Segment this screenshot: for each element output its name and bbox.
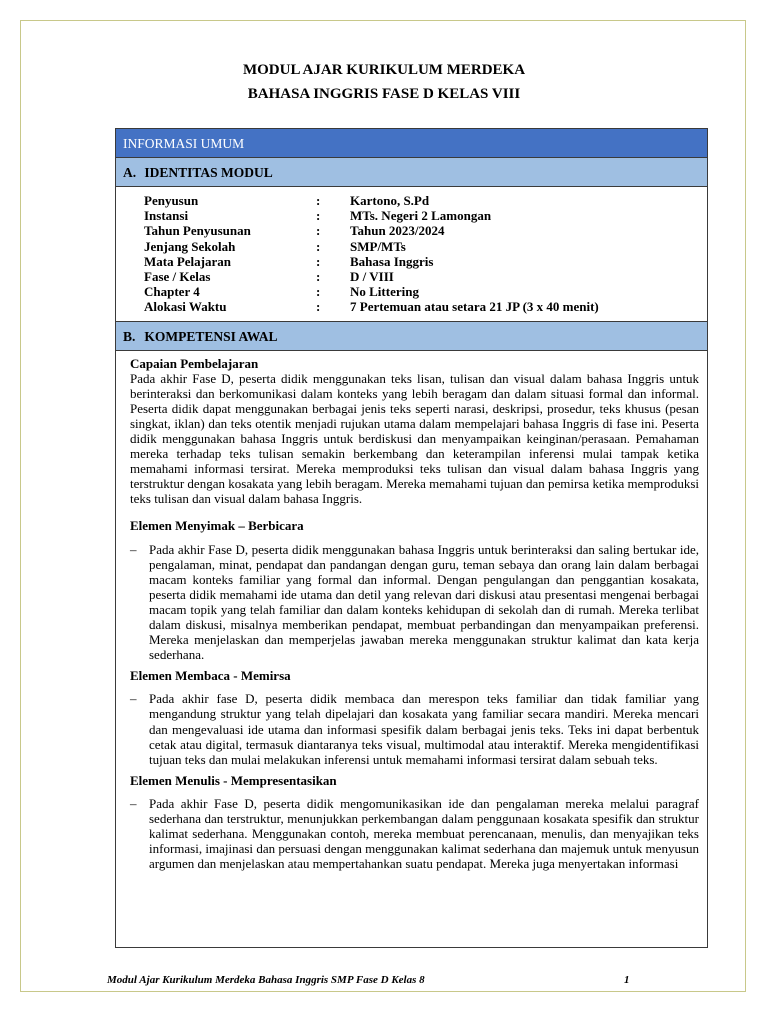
colon: : <box>316 253 321 269</box>
identitas-value: SMP/MTs <box>350 238 406 254</box>
identitas-key: Alokasi Waktu <box>144 299 227 315</box>
identitas-value: MTs. Negeri 2 Lamongan <box>350 208 492 224</box>
kompetensi-content <box>116 351 707 872</box>
identitas-row <box>144 269 707 284</box>
elemen-item <box>130 542 699 663</box>
colon: : <box>316 268 321 284</box>
colon: : <box>316 284 321 300</box>
colon: : <box>316 208 321 224</box>
identitas-key: Tahun Penyusunan <box>144 223 251 239</box>
dash-bullet: – <box>130 691 137 707</box>
identitas-key: Fase / Kelas <box>144 268 211 284</box>
elemen-item <box>130 691 699 766</box>
colon: : <box>316 193 321 208</box>
identitas-value: 7 Pertemuan atau setara 21 JP (3 x 40 menit) <box>350 299 599 315</box>
identitas-value: No Littering <box>350 284 419 300</box>
identitas-row <box>144 223 707 238</box>
identitas-key: Mata Pelajaran <box>144 253 232 269</box>
document-subtitle: BAHASA INGGRIS FASE D KELAS VIII <box>247 86 521 102</box>
identitas-row <box>144 208 707 223</box>
colon: : <box>316 238 321 254</box>
document-title: MODUL AJAR KURIKULUM MERDEKA <box>242 62 526 78</box>
elemen-heading: Elemen Membaca - Memirsa <box>130 668 291 684</box>
section-a-header <box>116 158 707 187</box>
elemen-text: Pada akhir Fase D, peserta didik mengomunikasikan ide dan pengalaman mereka melalui paragraf sederhana dan terstruktur, menunjukkan perkembangan dalam penggunaan kosakata spesifik dan struktur kalimat sederhana. Menggunakan contoh, mereka membuat perencanaan, menulis, dan menyajikan teks informasi, imajinasi dan persuasi dengan menggunakan kalimat sederhana dan majemuk untuk menyusun argumen dan menjelaskan atau mempertahankan suatu pendapat. Mereka juga menyertakan informasi <box>149 795 699 872</box>
informasi-umum-header: INFORMASI UMUM <box>116 129 707 158</box>
section-b-header <box>116 322 707 351</box>
dash-bullet: – <box>130 795 137 811</box>
identitas-row <box>144 254 707 269</box>
identitas-key: Chapter 4 <box>144 284 200 300</box>
module-info-table <box>115 128 708 948</box>
page-number: 1 <box>624 974 630 986</box>
elemen-text: Pada akhir fase D, peserta didik membaca dan merespon teks familiar dan tidak familiar yang mengandung struktur yang telah dipelajari dan kosakata yang familiar secara mandiri. Mereka mencari dan mengevaluasi ide utama dan informasi spesifik dalam berbagai jenis teks. Teks ini dapat berbentuk cetak atau digital, termasuk diantaranya teks visual, multimodal atau interaktif. Mereka mengidentifikasi tujuan teks dan mulai melakukan inferensi untuk memahami informasi tersirat dalam sebuah teks. <box>149 691 699 767</box>
identitas-row <box>144 284 707 299</box>
identitas-row <box>144 239 707 254</box>
capaian-text: Pada akhir Fase D, peserta didik menggunakan teks lisan, tulisan dan visual dalam bahasa Inggris untuk berinteraksi dan berkomunikasi dalam konteks yang lebih beragam dan dalam situasi formal dan informal. Peserta didik dapat menggunakan berbagai jenis teks seperti narasi, deskripsi, prosedur, teks khusus (pesan singkat, iklan) dan teks otentik menjadi rujukan utama dalam mempelajari bahasa Inggris di fase ini. Peserta didik menggunakan bahasa Inggris untuk berdiskusi dan menyampaikan keinginan/perasaan. Pemahaman mereka terhadap teks tulisan semakin berkembang dan keterampilan inferensi mulai tampak ketika memahami informasi tersirat. Mereka memproduksi teks tulisan dan visual dalam bahasa Inggris yang terstruktur dengan kosakata yang lebih beragam. Mereka memahami tujuan dan pemirsa ketika memproduksi teks tulisan dan visual dalam bahasa Inggris. <box>130 370 699 507</box>
section-a-title: IDENTITAS MODUL <box>144 165 273 180</box>
identitas-value: Bahasa Inggris <box>350 253 434 269</box>
identitas-value: D / VIII <box>350 268 394 284</box>
identitas-row <box>144 193 707 208</box>
section-a-letter: A. <box>123 165 137 180</box>
elemen-item <box>130 796 699 871</box>
section-b-letter: B. <box>123 328 136 344</box>
elemen-heading: Elemen Menyimak – Berbicara <box>130 518 304 534</box>
identitas-key: Penyusun <box>144 193 199 208</box>
identitas-key: Instansi <box>144 208 189 224</box>
identitas-list <box>116 187 707 322</box>
identitas-key: Jenjang Sekolah <box>144 238 236 254</box>
identitas-value: Kartono, S.Pd <box>350 193 430 208</box>
identitas-value: Tahun 2023/2024 <box>350 223 445 239</box>
dash-bullet: – <box>130 541 137 557</box>
section-b-title: KOMPETENSI AWAL <box>144 328 278 344</box>
footer-text: Modul Ajar Kurikulum Merdeka Bahasa Inggris SMP Fase D Kelas 8 <box>107 974 425 986</box>
identitas-row <box>144 299 707 314</box>
colon: : <box>316 299 321 315</box>
elemen-text: Pada akhir Fase D, peserta didik menggunakan bahasa Inggris untuk berinteraksi dan saling bertukar ide, pengalaman, minat, pendapat dan pandangan dengan guru, teman sebaya dan orang lain dalam berbagai macam konteks familiar yang formal dan informal. Dengan pengulangan dan penggantian kosakata, peserta didik memahami ide utama dan detil yang relevan dari diskusi atau presentasi mengenai berbagai macam topik yang telah familiar dan dalam konteks kehidupan di sekolah dan di rumah. Mereka terlibat dalam diskusi, misalnya memberikan pendapat, membuat perbandingan dan menyampaikan preferensi. Mereka menjelaskan dan memperjelas jawaban mereka menggunakan struktur kalimat dan kata kerja sederhana. <box>149 541 699 663</box>
capaian-heading: Capaian Pembelajaran <box>130 355 259 371</box>
colon: : <box>316 223 321 239</box>
elemen-heading: Elemen Menulis - Mempresentasikan <box>130 772 337 788</box>
